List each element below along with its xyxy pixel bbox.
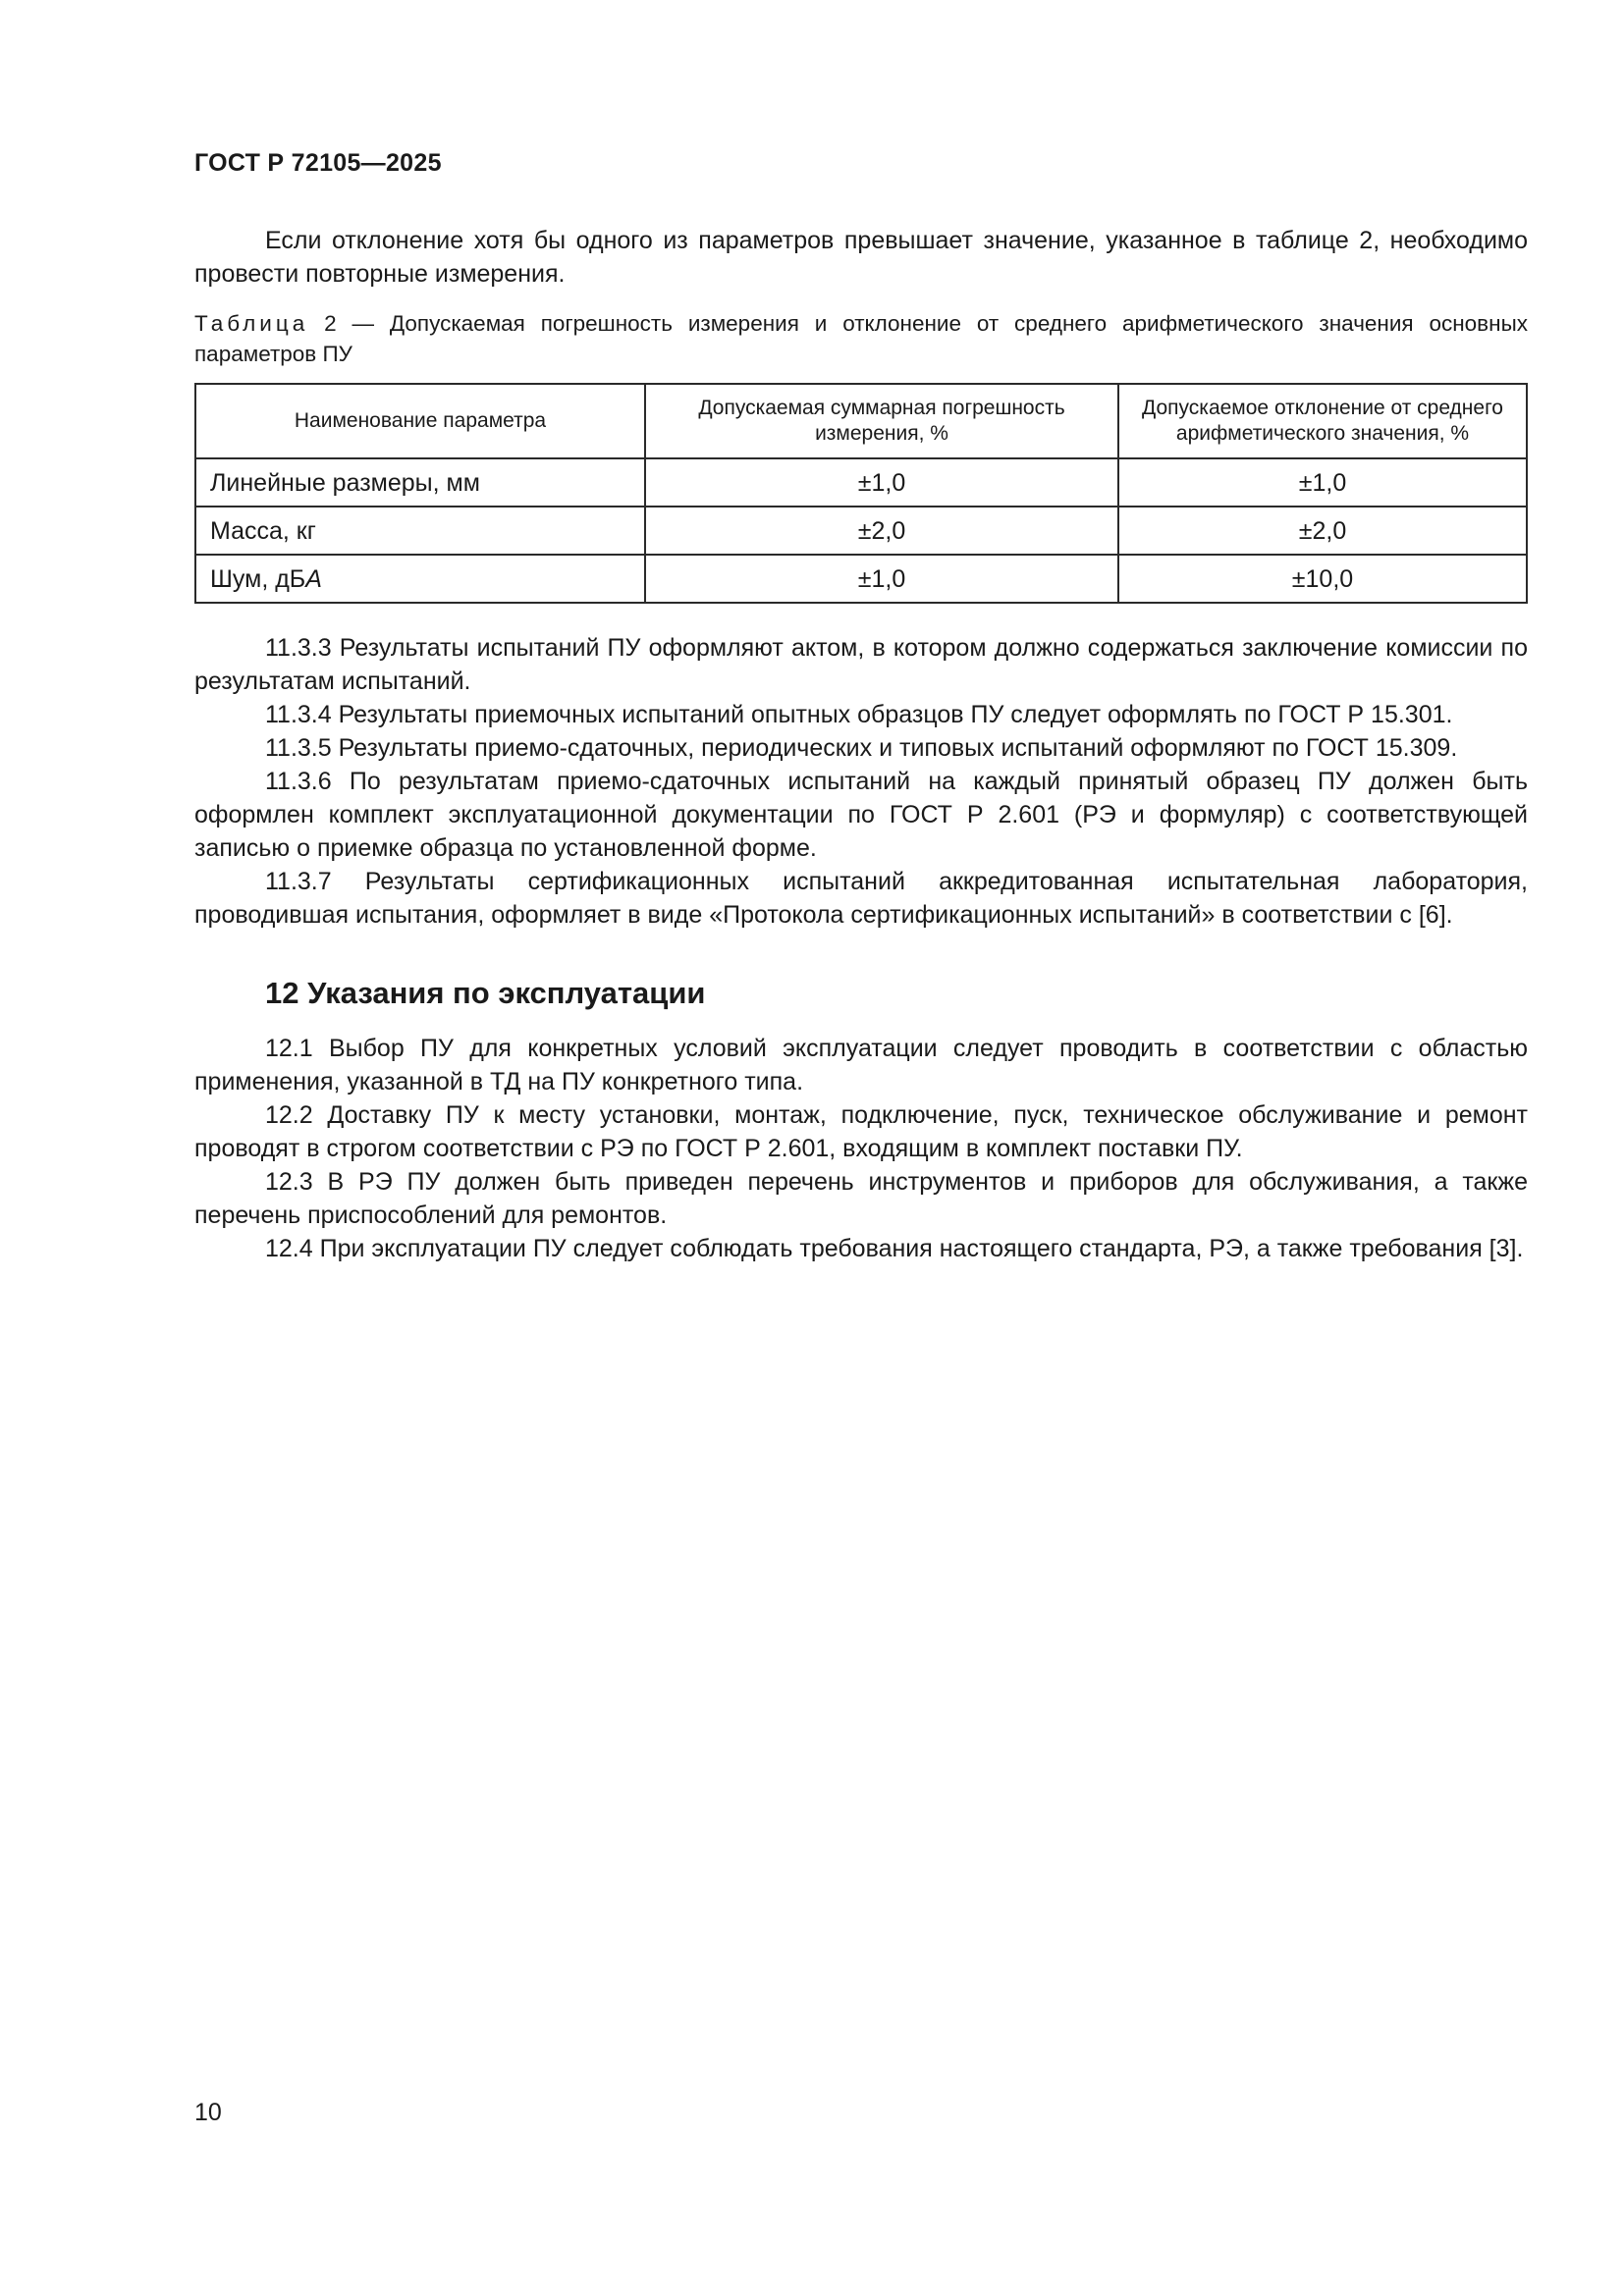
parameters-table bbox=[194, 383, 1528, 604]
cell-parameter bbox=[195, 555, 645, 603]
cell-error: ±2,0 bbox=[645, 507, 1118, 555]
table-row bbox=[195, 458, 1527, 507]
cell-parameter-unit-italic: А bbox=[305, 564, 322, 593]
document-body bbox=[194, 224, 1528, 1265]
paragraph-11-3-4: 11.3.4 Результаты приемочных испытаний опытных образцов ПУ следует оформлять по ГОСТ Р 15.301. bbox=[265, 701, 1453, 728]
section-12-title: 12 Указания по эксплуатации bbox=[265, 976, 706, 1010]
header-measurement-error: Допускаемая суммарная погрешность измерения, % bbox=[645, 384, 1118, 458]
cell-parameter-text: Шум, дБ bbox=[210, 564, 306, 593]
document-header: ГОСТ Р 72105—2025 bbox=[194, 149, 442, 177]
table-row bbox=[195, 507, 1527, 555]
table-caption bbox=[194, 308, 1528, 369]
header-parameter-name: Наименование параметра bbox=[195, 384, 645, 458]
table-caption-label: Таблица bbox=[194, 311, 309, 336]
paragraph-12-2: 12.2 Доставку ПУ к месту установки, монтаж, подключение, пуск, техническое обслуживание и ремонт проводят в строгом соответствии с РЭ по ГОСТ Р 2.601, входящим в комплект поставки ПУ. bbox=[194, 1101, 1528, 1162]
intro-paragraph: Если отклонение хотя бы одного из параметров превышает значение, указанное в таблице 2, необходимо провести повторные измерения. bbox=[194, 227, 1528, 288]
cell-parameter: Линейные размеры, мм bbox=[195, 458, 645, 507]
section-11-3-paragraphs bbox=[194, 631, 1528, 932]
cell-deviation: ±1,0 bbox=[1118, 458, 1527, 507]
paragraph-12-1: 12.1 Выбор ПУ для конкретных условий эксплуатации следует проводить в соответствии с областью применения, указанной в ТД на ПУ конкретного типа. bbox=[194, 1035, 1528, 1095]
table-header-row bbox=[195, 384, 1527, 458]
page-number: 10 bbox=[194, 2099, 222, 2126]
paragraph-12-3: 12.3 В РЭ ПУ должен быть приведен перечень инструментов и приборов для обслуживания, а также перечень приспособлений для ремонтов. bbox=[194, 1168, 1528, 1229]
table-row bbox=[195, 555, 1527, 603]
cell-error: ±1,0 bbox=[645, 555, 1118, 603]
section-12-paragraphs bbox=[194, 1032, 1528, 1265]
paragraph-11-3-7: 11.3.7 Результаты сертификационных испытаний аккредитованная испытательная лаборатория, проводившая испытания, оформляет в виде «Протокола сертификационных испытаний» в соответствии с [6]. bbox=[194, 868, 1528, 929]
cell-deviation: ±10,0 bbox=[1118, 555, 1527, 603]
cell-parameter: Масса, кг bbox=[195, 507, 645, 555]
paragraph-11-3-6: 11.3.6 По результатам приемо-сдаточных испытаний на каждый принятый образец ПУ должен быть оформлен комплект эксплуатационной документации по ГОСТ Р 2.601 (РЭ и формуляр) с соответствующей записью о приемке образца по установленной форме. bbox=[194, 768, 1528, 862]
paragraph-12-4: 12.4 При эксплуатации ПУ следует соблюдать требования настоящего стандарта, РЭ, а также требования [3]. bbox=[265, 1235, 1524, 1262]
paragraph-11-3-3: 11.3.3 Результаты испытаний ПУ оформляют актом, в котором должно содержаться заключение комиссии по результатам испытаний. bbox=[194, 634, 1528, 695]
header-mean-deviation: Допускаемое отклонение от среднего арифметического значения, % bbox=[1118, 384, 1527, 458]
cell-deviation: ±2,0 bbox=[1118, 507, 1527, 555]
cell-error: ±1,0 bbox=[645, 458, 1118, 507]
paragraph-11-3-5: 11.3.5 Результаты приемо-сдаточных, периодических и типовых испытаний оформляют по ГОСТ 15.309. bbox=[265, 734, 1458, 762]
table-caption-text: 2 — Допускаемая погрешность измерения и отклонение от среднего арифметического значения основных параметров ПУ bbox=[194, 311, 1528, 366]
